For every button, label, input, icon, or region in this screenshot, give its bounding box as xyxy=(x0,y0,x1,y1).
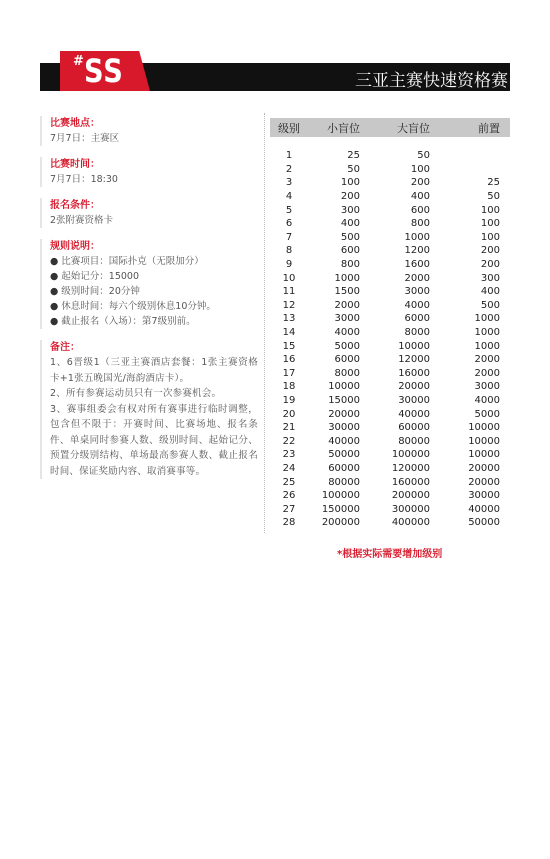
cell-small-blind: 300 xyxy=(340,204,360,216)
cell-level: 23 xyxy=(282,449,296,461)
cell-big-blind: 50 xyxy=(417,150,430,162)
rule-item: ● 休息时间：每六个级别休息10分钟。 xyxy=(50,301,216,312)
note-item: 3、赛事组委会有权对所有赛事进行临时调整，包含但不限于：开赛时间、比赛场地、报名条件、单桌同时参赛人数、级别时间、起始记分、预置分级别结构、单场最高参赛人数、截止报名时间、保证奖励内容、取消赛事等。 xyxy=(50,403,258,477)
table-row xyxy=(270,176,510,190)
time-label: 比赛时间： xyxy=(50,159,100,170)
note-item: 2、所有参赛运动员只有一次参赛机会。 xyxy=(50,388,222,399)
cell-big-blind: 16000 xyxy=(398,367,430,379)
rule-item: ● 起始记分：15000 xyxy=(50,271,140,282)
cell-big-blind: 6000 xyxy=(404,313,430,325)
cell-level: 11 xyxy=(282,286,296,298)
time-value: 7月7日：18:30 xyxy=(50,174,118,185)
info-column xyxy=(40,113,258,490)
cell-level: 9 xyxy=(285,259,293,271)
table-row xyxy=(270,367,510,381)
cell-ante: 1000 xyxy=(474,340,500,352)
cell-ante: 2000 xyxy=(474,354,500,366)
cell-level: 28 xyxy=(282,517,296,529)
cell-ante: 200 xyxy=(480,259,500,271)
cell-level: 18 xyxy=(282,381,296,393)
cell-ante: 20000 xyxy=(468,462,500,474)
time-section xyxy=(40,157,258,187)
table-row xyxy=(270,299,510,313)
cell-small-blind: 6000 xyxy=(334,354,360,366)
badge-hash: # xyxy=(73,54,84,69)
cell-level: 7 xyxy=(285,231,293,243)
cell-big-blind: 100 xyxy=(410,163,430,175)
cell-ante: 5000 xyxy=(474,408,500,420)
cell-ante: 30000 xyxy=(468,490,500,502)
cell-big-blind: 80000 xyxy=(398,435,430,447)
table-row xyxy=(270,516,510,530)
table-header xyxy=(270,118,510,137)
cell-big-blind: 2000 xyxy=(404,272,430,284)
cell-small-blind: 100 xyxy=(340,177,360,189)
header-small-blind: 小盲位 xyxy=(327,121,360,135)
blind-structure-table xyxy=(270,118,510,530)
page-title: 三亚主赛快速资格赛 xyxy=(355,71,508,91)
footnote: *根据实际需要增加级别 xyxy=(337,549,443,560)
header-ante: 前置 xyxy=(478,121,500,135)
cell-ante: 100 xyxy=(480,204,500,216)
cell-big-blind: 30000 xyxy=(398,394,430,406)
cell-small-blind: 20000 xyxy=(328,408,360,420)
cell-level: 13 xyxy=(282,313,296,325)
table-row xyxy=(270,231,510,245)
cell-small-blind: 200000 xyxy=(321,517,360,529)
cell-level: 27 xyxy=(282,503,296,515)
table-row xyxy=(270,462,510,476)
cell-ante: 25 xyxy=(487,177,500,189)
table-row xyxy=(270,353,510,367)
table-row xyxy=(270,380,510,394)
cell-big-blind: 800 xyxy=(410,218,430,230)
cell-ante: 10000 xyxy=(468,449,500,461)
cell-level: 12 xyxy=(282,299,296,311)
cell-small-blind: 100000 xyxy=(321,490,360,502)
note-item: 1、6晋级1（三亚主赛酒店套餐：1张主赛资格卡+1张五晚国光/海韵酒店卡）。 xyxy=(50,357,258,384)
cell-big-blind: 400 xyxy=(410,191,430,203)
cell-small-blind: 50 xyxy=(347,163,360,175)
notes-label: 备注： xyxy=(50,342,80,353)
cell-ante: 500 xyxy=(480,299,500,311)
badge-text: SS xyxy=(84,52,124,90)
cell-small-blind: 150000 xyxy=(321,503,360,515)
cell-big-blind: 12000 xyxy=(398,354,430,366)
cell-small-blind: 800 xyxy=(340,259,360,271)
cell-ante: 1000 xyxy=(474,313,500,325)
cell-ante: 200 xyxy=(480,245,500,257)
rules-label: 规则说明： xyxy=(50,241,100,252)
cell-ante: 40000 xyxy=(468,503,500,515)
cell-big-blind: 40000 xyxy=(398,408,430,420)
table-row xyxy=(270,312,510,326)
cell-level: 25 xyxy=(282,476,296,488)
cell-ante: 100 xyxy=(480,231,500,243)
bullet-icon: ● xyxy=(50,286,59,297)
cell-big-blind: 100000 xyxy=(391,449,430,461)
header-big-blind: 大盲位 xyxy=(397,121,430,135)
cell-level: 14 xyxy=(282,327,296,339)
location-label: 比赛地点： xyxy=(50,118,100,129)
cell-level: 22 xyxy=(282,435,296,447)
location-section xyxy=(40,116,258,146)
cell-ante: 1000 xyxy=(474,327,500,339)
cell-small-blind: 25 xyxy=(347,150,360,162)
table-row xyxy=(270,271,510,285)
location-value: 7月7日：主赛区 xyxy=(50,133,120,144)
cell-ante: 50000 xyxy=(468,517,500,529)
cell-big-blind: 1600 xyxy=(404,259,430,271)
cell-level: 24 xyxy=(282,462,296,474)
table-body xyxy=(270,149,510,530)
cell-small-blind: 40000 xyxy=(328,435,360,447)
rule-item: ● 比赛项目：国际扑克（无限加分） xyxy=(50,256,204,267)
cell-big-blind: 4000 xyxy=(404,299,430,311)
cell-level: 26 xyxy=(282,490,296,502)
cell-level: 15 xyxy=(282,340,296,352)
cell-ante: 300 xyxy=(480,272,500,284)
cell-small-blind: 50000 xyxy=(328,449,360,461)
cell-ante: 50 xyxy=(487,191,500,203)
cell-small-blind: 1000 xyxy=(334,272,360,284)
cell-level: 8 xyxy=(285,245,293,257)
entry-label: 报名条件： xyxy=(50,200,100,211)
cell-level: 1 xyxy=(285,150,293,162)
table-row xyxy=(270,258,510,272)
table-row xyxy=(270,190,510,204)
cell-small-blind: 4000 xyxy=(334,327,360,339)
cell-ante: 100 xyxy=(480,218,500,230)
cell-level: 20 xyxy=(282,408,296,420)
bullet-icon: ● xyxy=(50,301,59,312)
cell-small-blind: 60000 xyxy=(328,462,360,474)
cell-big-blind: 160000 xyxy=(391,476,430,488)
cell-big-blind: 1200 xyxy=(404,245,430,257)
bullet-icon: ● xyxy=(50,256,59,267)
entry-section xyxy=(40,198,258,228)
cell-small-blind: 2000 xyxy=(334,299,360,311)
cell-small-blind: 80000 xyxy=(328,476,360,488)
cell-level: 6 xyxy=(285,218,293,230)
cell-small-blind: 600 xyxy=(340,245,360,257)
rules-section xyxy=(40,239,258,329)
table-row xyxy=(270,217,510,231)
table-row xyxy=(270,285,510,299)
cell-big-blind: 8000 xyxy=(404,327,430,339)
cell-level: 5 xyxy=(285,204,293,216)
table-row xyxy=(270,502,510,516)
cell-level: 19 xyxy=(282,394,296,406)
table-row xyxy=(270,339,510,353)
cell-big-blind: 200 xyxy=(410,177,430,189)
cell-big-blind: 60000 xyxy=(398,422,430,434)
table-row xyxy=(270,244,510,258)
cell-ante: 4000 xyxy=(474,394,500,406)
cell-level: 2 xyxy=(285,163,293,175)
cell-big-blind: 3000 xyxy=(404,286,430,298)
entry-value: 2张附赛资格卡 xyxy=(50,215,114,226)
cell-level: 4 xyxy=(285,191,293,203)
cell-small-blind: 500 xyxy=(340,231,360,243)
cell-ante: 20000 xyxy=(468,476,500,488)
table-row xyxy=(270,448,510,462)
cell-small-blind: 400 xyxy=(340,218,360,230)
table-row xyxy=(270,203,510,217)
bullet-icon: ● xyxy=(50,316,59,327)
cell-level: 16 xyxy=(282,354,296,366)
cell-big-blind: 1000 xyxy=(404,231,430,243)
cell-big-blind: 120000 xyxy=(391,462,430,474)
cell-big-blind: 20000 xyxy=(398,381,430,393)
table-row xyxy=(270,421,510,435)
table-row xyxy=(270,326,510,340)
table-row xyxy=(270,149,510,163)
cell-level: 3 xyxy=(285,177,293,189)
cell-ante: 3000 xyxy=(474,381,500,393)
cell-small-blind: 8000 xyxy=(334,367,360,379)
bullet-icon: ● xyxy=(50,271,59,282)
table-row xyxy=(270,394,510,408)
cell-small-blind: 10000 xyxy=(328,381,360,393)
table-row xyxy=(270,163,510,177)
cell-big-blind: 10000 xyxy=(398,340,430,352)
table-row xyxy=(270,407,510,421)
cell-ante: 2000 xyxy=(474,367,500,379)
table-row xyxy=(270,475,510,489)
cell-small-blind: 200 xyxy=(340,191,360,203)
cell-big-blind: 600 xyxy=(410,204,430,216)
column-divider xyxy=(264,113,265,533)
cell-ante: 400 xyxy=(480,286,500,298)
cell-small-blind: 30000 xyxy=(328,422,360,434)
cell-ante: 10000 xyxy=(468,435,500,447)
cell-small-blind: 1500 xyxy=(334,286,360,298)
cell-small-blind: 15000 xyxy=(328,394,360,406)
cell-big-blind: 300000 xyxy=(391,503,430,515)
cell-level: 21 xyxy=(282,422,296,434)
table-row xyxy=(270,489,510,503)
cell-small-blind: 3000 xyxy=(334,313,360,325)
rule-item: ● 级别时间：20分钟 xyxy=(50,286,140,297)
table-row xyxy=(270,434,510,448)
cell-ante: 10000 xyxy=(468,422,500,434)
cell-level: 17 xyxy=(282,367,296,379)
cell-big-blind: 400000 xyxy=(391,517,430,529)
rule-item: ● 截止报名（入场）：第7级别前。 xyxy=(50,316,196,327)
header-level: 级别 xyxy=(278,121,300,135)
notes-section xyxy=(40,340,258,479)
cell-level: 10 xyxy=(282,272,296,284)
cell-big-blind: 200000 xyxy=(391,490,430,502)
cell-small-blind: 5000 xyxy=(334,340,360,352)
